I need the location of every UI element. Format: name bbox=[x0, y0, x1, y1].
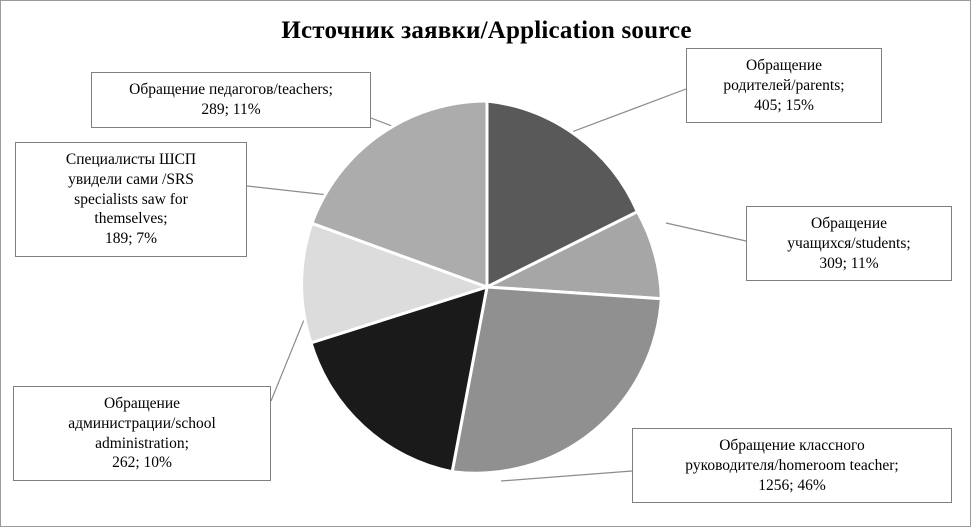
pie-slice-homeroom bbox=[452, 287, 661, 473]
data-label-srs-line4: themselves; bbox=[94, 210, 168, 228]
data-label-administration-line4: 262; 10% bbox=[112, 454, 172, 472]
pie-chart bbox=[301, 101, 673, 473]
data-label-teachers-line2: 289; 11% bbox=[201, 100, 261, 118]
data-label-administration-line1: Обращение bbox=[104, 395, 180, 412]
data-label-teachers bbox=[91, 72, 371, 128]
data-label-parents-line3: 405; 15% bbox=[754, 96, 814, 114]
data-label-students-line3: 309; 11% bbox=[819, 254, 879, 272]
data-label-homeroom bbox=[632, 428, 952, 503]
data-label-srs-line2: увидели сами /SRS bbox=[68, 170, 194, 188]
data-label-srs-line1: Специалисты ШСП bbox=[65, 151, 197, 168]
data-label-teachers-line1: Обращение педагогов/teachers; bbox=[129, 81, 333, 98]
data-label-srs-line5: 189; 7% bbox=[104, 230, 158, 248]
data-label-homeroom-line2: руководителя/homeroom teacher; bbox=[685, 456, 899, 474]
data-label-students bbox=[746, 206, 952, 281]
data-label-administration bbox=[13, 386, 271, 481]
data-label-parents-line1: Обращение bbox=[746, 57, 822, 74]
data-label-srs bbox=[15, 142, 247, 257]
data-label-administration-line2: администрации/school bbox=[68, 414, 216, 432]
data-label-srs-line3: specialists saw for bbox=[74, 190, 188, 208]
data-label-homeroom-line1: Обращение классного bbox=[719, 437, 865, 454]
leader-line-students bbox=[666, 223, 746, 241]
data-label-students-line2: учащихся/students; bbox=[787, 234, 911, 252]
data-label-students-line1: Обращение bbox=[811, 215, 887, 232]
chart-title: Источник заявки/Application source bbox=[281, 17, 692, 44]
data-label-homeroom-line3: 1256; 46% bbox=[758, 476, 826, 494]
data-label-administration-line3: administration; bbox=[95, 434, 189, 452]
data-label-parents-line2: родителей/parents; bbox=[723, 76, 845, 94]
data-label-parents bbox=[686, 48, 882, 123]
